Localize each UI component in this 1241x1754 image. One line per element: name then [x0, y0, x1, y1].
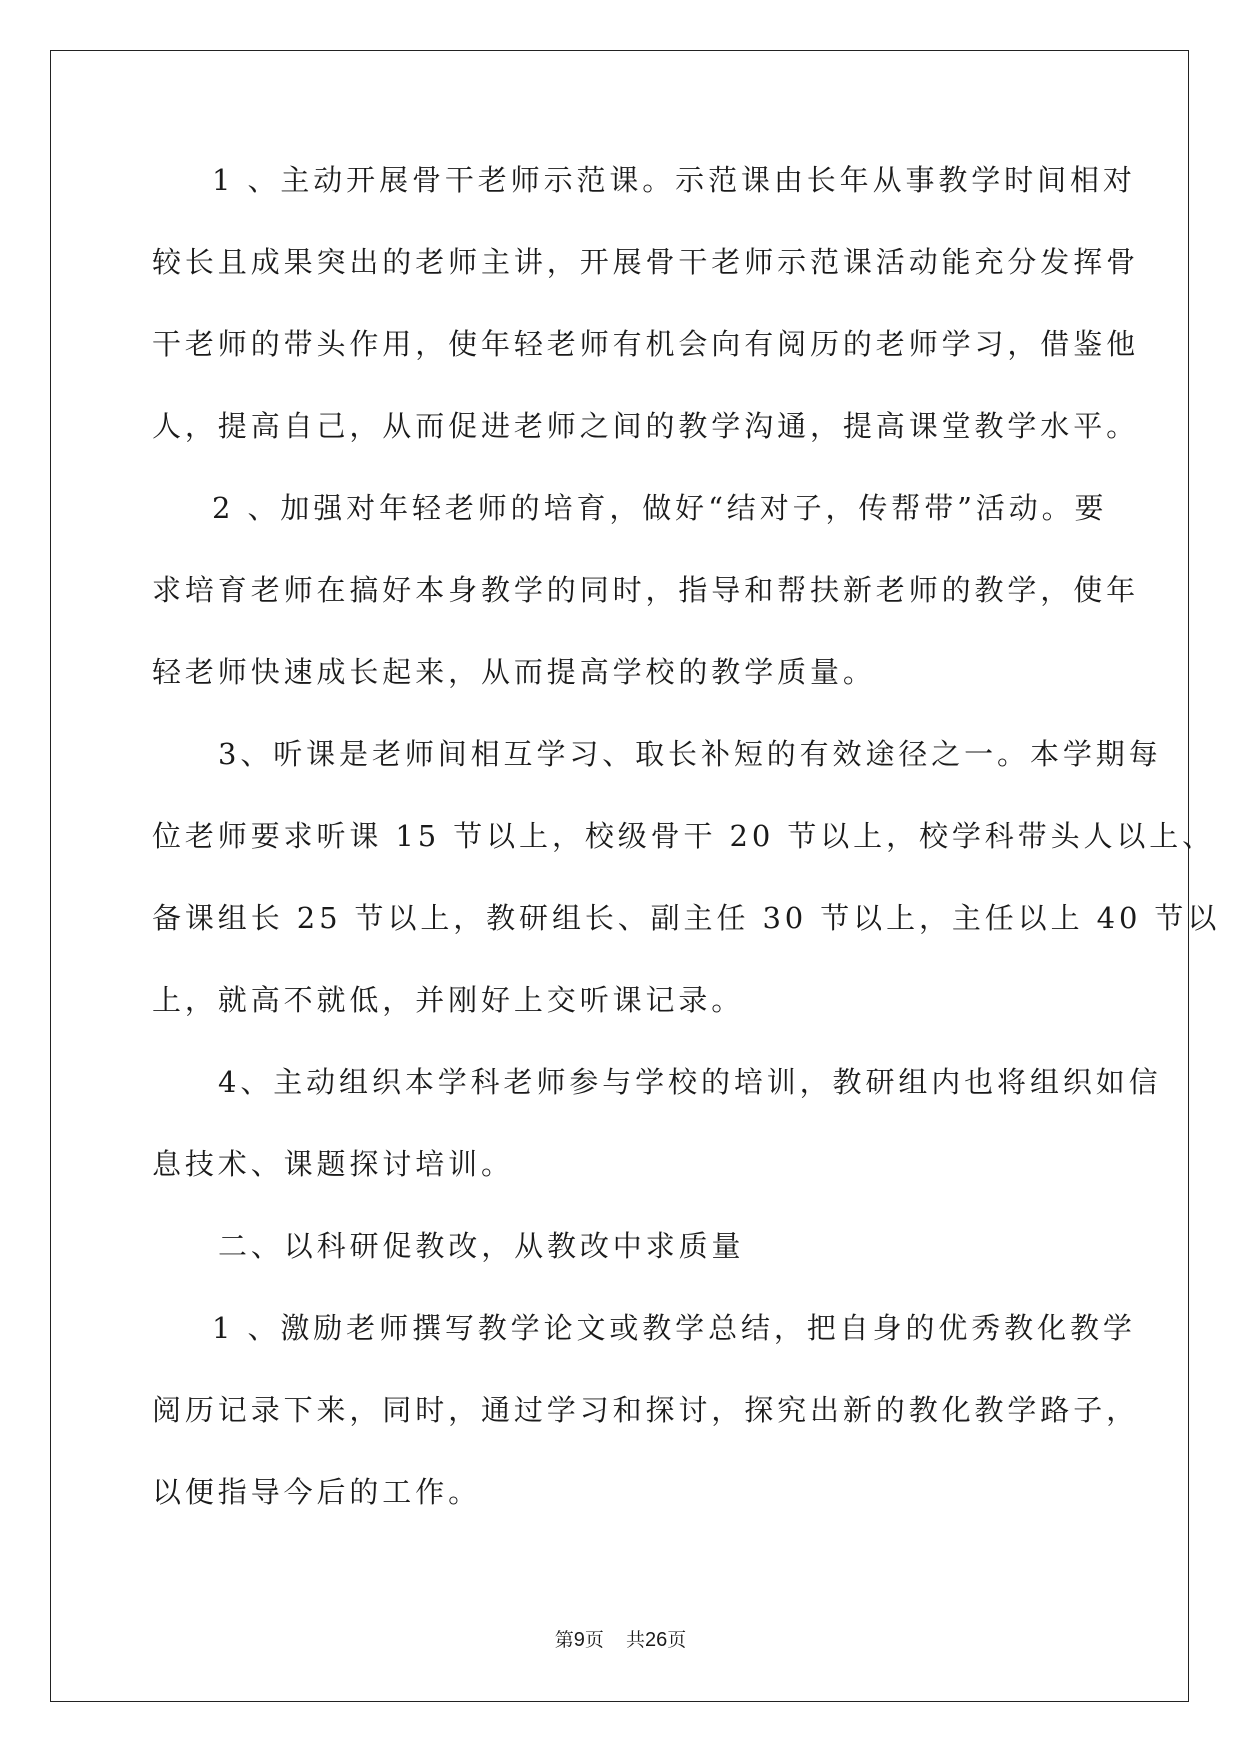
- paragraph-2-line-3: 轻老师快速成长起来，从而提高学校的教学质量。: [152, 655, 876, 689]
- total-pages: 26: [644, 1629, 668, 1651]
- paragraph-3-line-1: 3、听课是老师间相互学习、取长补短的有效途径之一。本学期每: [218, 737, 1162, 771]
- paragraph-3-line-4: 上，就高不就低，并刚好上交听课记录。: [152, 983, 745, 1017]
- paragraph-3-line-3: 备课组长 25 节以上，教研组长、副主任 30 节以上，主任以上 40 节以: [152, 901, 1221, 935]
- document-body: [152, 160, 1221, 1554]
- paragraph-1-line-1: 1 、主动开展骨干老师示范课。示范课由长年从事教学时间相对: [212, 163, 1136, 197]
- paragraph-5-line-1: 1 、激励老师撰写教学论文或教学总结，把自身的优秀教化教学: [212, 1311, 1136, 1345]
- total-prefix: 共: [625, 1629, 645, 1651]
- paragraph-1-line-4: 人，提高自己，从而促进老师之间的教学沟通，提高课堂教学水平。: [152, 409, 1140, 443]
- paragraph-2-line-2: 求培育老师在搞好本身教学的同时，指导和帮扶新老师的教学，使年: [152, 573, 1140, 607]
- page-suffix: 页: [584, 1629, 604, 1651]
- paragraph-5-line-2: 阅历记录下来，同时，通过学习和探讨，探究出新的教化教学路子，: [152, 1393, 1140, 1427]
- paragraph-1-line-3: 干老师的带头作用，使年轻老师有机会向有阅历的老师学习，借鉴他: [152, 327, 1140, 361]
- page-number: 9: [573, 1629, 585, 1651]
- paragraph-4-line-1: 4、主动组织本学科老师参与学校的培训，教研组内也将组织如信: [218, 1065, 1162, 1099]
- paragraph-4-line-2: 息技术、课题探讨培训。: [152, 1147, 514, 1181]
- paragraph-1-line-2: 较长且成果突出的老师主讲，开展骨干老师示范课活动能充分发挥骨: [152, 245, 1140, 279]
- page-prefix: 第: [554, 1629, 574, 1651]
- paragraph-5-line-3: 以便指导今后的工作。: [152, 1475, 482, 1509]
- section-heading: 二、以科研促教改，从教改中求质量: [218, 1229, 745, 1263]
- paragraph-2-line-1: 2 、加强对年轻老师的培育，做好“结对子，传帮带”活动。要: [212, 491, 1108, 525]
- total-suffix: 页: [667, 1629, 687, 1651]
- paragraph-3-line-2: 位老师要求听课 15 节以上，校级骨干 20 节以上，校学科带头人以上、: [152, 819, 1216, 853]
- page-footer: [0, 1625, 1241, 1652]
